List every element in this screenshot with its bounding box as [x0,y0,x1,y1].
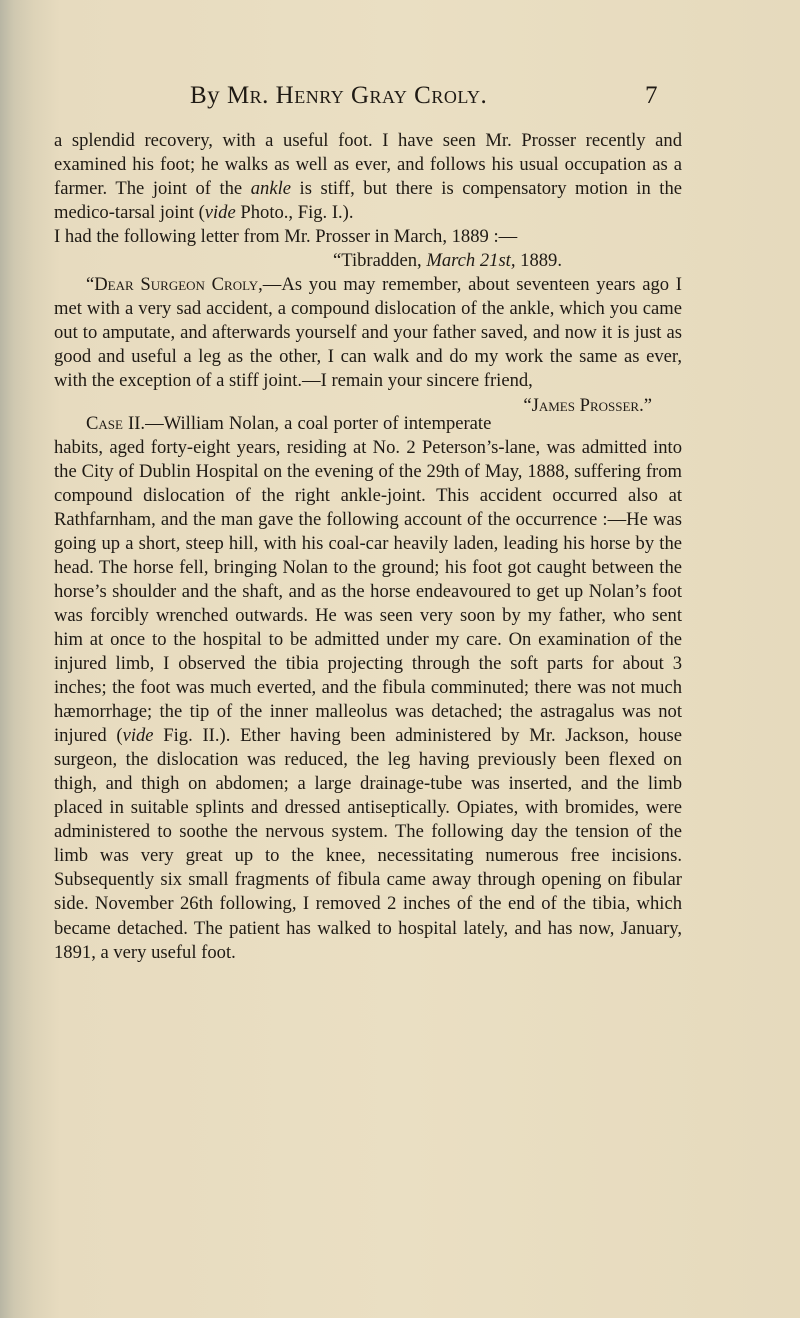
paragraph-case-ii [54,412,682,965]
case-label: Case II. [86,412,146,434]
letter-year: 1889. [515,250,562,272]
letter-signature: “James Prosser.” [523,394,652,416]
running-head [190,82,487,110]
page-header [0,82,800,118]
running-head-prefix: By [190,82,221,109]
p1-text-c: Photo., Fig. I.). [235,202,354,224]
page-number: 7 [645,82,658,109]
case-text-b: Fig. II.). Ether having been administered by Mr. Jackson, house surgeon, the dislocation was reduced, the leg having previously been flexed on thigh, and thigh on abdomen; a large drainage-tube was inserted, and the limb placed in suitable splints and dressed antiseptically. Opiates, with bromides, were administered to soothe the nervous system. The following day the tension of the limb was very great up to the knee, necessitating numerous free incisions. Subsequently six small fragments of fibula came away through opening on fibular side. November 26th following, I removed 2 inches of the end of the tibia, which became detached. The patient has walked to hospital lately, and has now, January, 1891, a very useful foot. [54,725,682,963]
letter-salutation: “Dear Surgeon Croly, [86,274,263,296]
case-vide: vide [122,725,154,747]
running-head-name: Mr. Henry Gray Croly. [226,82,488,109]
p1-ankle: ankle [250,178,291,200]
body-text [54,129,682,965]
paragraph-letter-intro: I had the following letter from Mr. Prosser in March, 1889 :— [54,226,518,248]
letter-body [54,273,682,416]
paragraph-recovery [54,129,682,225]
letter-date: March 21st, [426,250,516,272]
p1-vide: vide [204,202,236,224]
case-text-a: —William Nolan, a coal porter of intemperate habits, aged forty-eight years, residing at No. 2 Peterson’s-lane, was admitted into the City of Dublin Hospital on the evening of the 29th of May, 1888, suffering from compound dislocation of the right ankle-joint. This accident occurred also at Rathfarnham, and the man gave the following account of the occurrence :—He was going up a short, steep hill, with his coal-car heavily laden, leading his horse by the head. The horse fell, bringing Nolan to the ground; his foot got caught between the horse’s shoulder and the shaft, and as the horse endeavoured to get up Nolan’s foot was forcibly wrenched outwards. He was seen very soon by my father, who sent him at once to the hospital to be admitted under my care. On examination of the injured limb, I observed the tibia projecting through the soft parts for about 3 inches; the foot was much everted, and the fibula comminuted; there was not much hæmorrhage; the tip of the inner malleolus was detached; the astragalus was not injured ( [54,412,682,747]
p1-text-b: is stiff, but there is compensatory motion in the medico-tarsal joint ( [54,178,682,224]
letter-dateline [54,249,682,273]
letter-place: “Tibradden, [333,250,427,272]
letter-text: —As you may remember, about seventeen years ago I met with a very sad accident, a compound dislocation of the ankle, which you came out to amputate, and afterwards yourself and your father saved, and now it is just as good and useful a leg as the other, I can walk and do my work the same as ever, with the exception of a stiff joint.—I remain your sincere friend, [54,274,682,392]
p1-text: a splendid recovery, with a useful foot. I have seen Mr. Prosser recently and examined his foot; he walks as well as ever, and follows his usual occupation as a farmer. The joint of the [54,130,682,200]
